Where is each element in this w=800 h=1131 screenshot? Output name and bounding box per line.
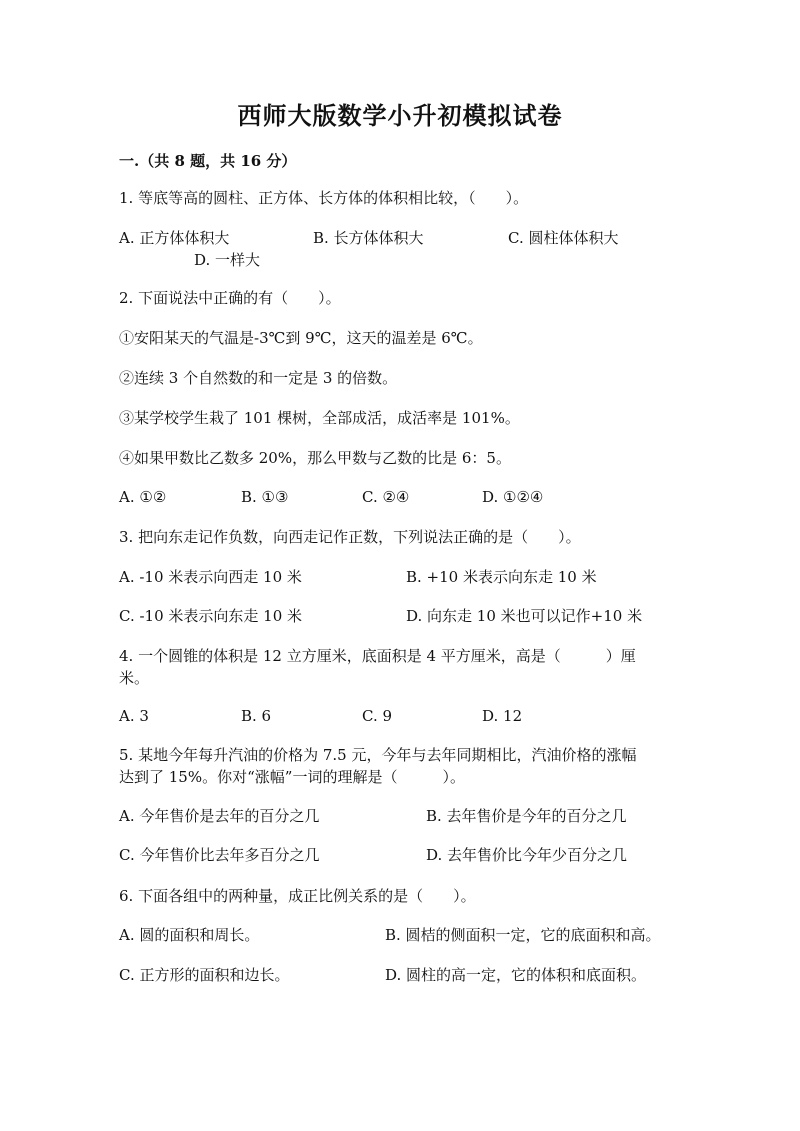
q2-option-a: A. ①② <box>119 488 167 506</box>
question-5-stem-line-2: 达到了 15%。你对“涨幅”一词的理解是（ ）。 <box>119 768 465 786</box>
q1-option-b: B. 长方体体积大 <box>313 229 424 247</box>
q2-option-d: D. ①②④ <box>482 488 544 506</box>
q4-option-b: B. 6 <box>241 707 272 725</box>
q1-option-c: C. 圆柱体体积大 <box>508 229 619 247</box>
q1-option-a: A. 正方体体积大 <box>119 229 230 247</box>
q6-option-b: B. 圆桔的侧面积一定，它的底面积和高。 <box>385 926 661 944</box>
question-2-stem: 2. 下面说法中正确的有（ ）。 <box>119 289 341 307</box>
q2-statement-4: ④如果甲数比乙数多 20%，那么甲数与乙数的比是 6：5。 <box>119 449 511 467</box>
q4-option-a: A. 3 <box>119 707 149 725</box>
q3-option-b: B. +10 米表示向东走 10 米 <box>406 568 597 586</box>
q5-option-a: A. 今年售价是去年的百分之几 <box>119 807 320 825</box>
q6-option-a: A. 圆的面积和周长。 <box>119 926 260 944</box>
question-4-stem-line-2: 米。 <box>119 669 150 687</box>
q6-option-d: D. 圆柱的高一定，它的体积和底面积。 <box>385 966 647 984</box>
q4-option-c: C. 9 <box>362 707 393 725</box>
q5-option-b: B. 去年售价是今年的百分之几 <box>426 807 627 825</box>
q2-option-c: C. ②④ <box>362 488 410 506</box>
q2-statement-1: ①安阳某天的气温是-3℃到 9℃，这天的温差是 6℃。 <box>119 329 483 347</box>
q3-option-a: A. -10 米表示向西走 10 米 <box>119 568 302 586</box>
exam-title: 西师大版数学小升初模拟试卷 <box>237 101 563 130</box>
q5-option-c: C. 今年售价比去年多百分之几 <box>119 846 320 864</box>
q3-option-c: C. -10 米表示向东走 10 米 <box>119 607 303 625</box>
question-4-stem-line-1: 4. 一个圆锥的体积是 12 立方厘米，底面积是 4 平方厘米，高是（ ）厘 <box>119 647 636 665</box>
section-heading: 一.（共 8 题，共 16 分） <box>119 152 297 170</box>
q1-option-d: D. 一样大 <box>194 251 261 269</box>
q6-option-c: C. 正方形的面积和边长。 <box>119 966 290 984</box>
q5-option-d: D. 去年售价比今年少百分之几 <box>426 846 628 864</box>
question-1-stem: 1. 等底等高的圆柱、正方体、长方体的体积相比较，（ ）。 <box>119 189 529 207</box>
question-3-stem: 3. 把向东走记作负数，向西走记作正数，下列说法正确的是（ ）。 <box>119 528 581 546</box>
question-6-stem: 6. 下面各组中的两种量，成正比例关系的是（ ）。 <box>119 887 476 905</box>
q3-option-d: D. 向东走 10 米也可以记作+10 米 <box>406 607 643 625</box>
question-5-stem-line-1: 5. 某地今年每升汽油的价格为 7.5 元，今年与去年同期相比，汽油价格的涨幅 <box>119 746 637 764</box>
q2-statement-3: ③某学校学生栽了 101 棵树，全部成活，成活率是 101%。 <box>119 409 520 427</box>
q2-statement-2: ②连续 3 个自然数的和一定是 3 的倍数。 <box>119 369 398 387</box>
q2-option-b: B. ①③ <box>241 488 289 506</box>
q4-option-d: D. 12 <box>482 707 523 725</box>
